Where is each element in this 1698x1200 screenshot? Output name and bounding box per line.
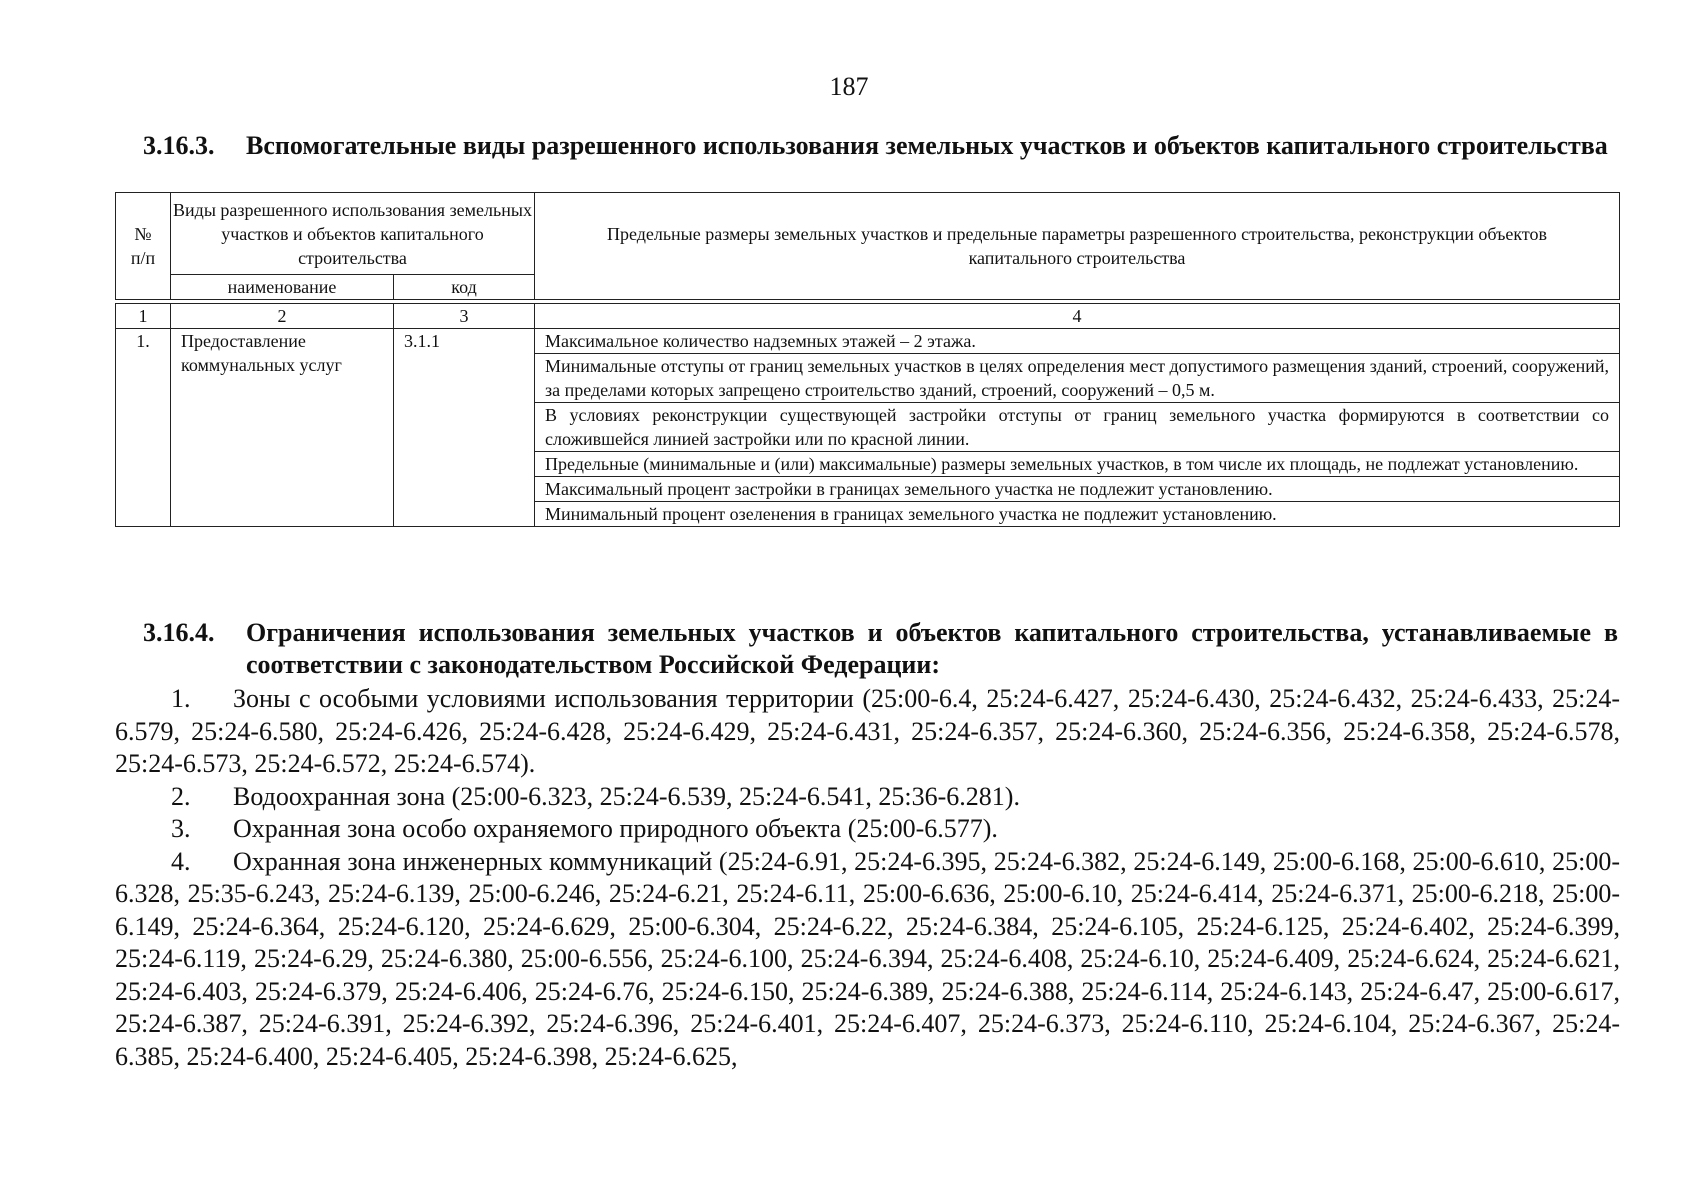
header-code: код xyxy=(394,275,535,300)
param-max-floors: Максимальное количество надземных этажей – 2 этажа. xyxy=(535,329,1620,354)
item-text: Зоны с особыми условиями использования территории (25:00-6.4, 25:24-6.427, 25:24-6.430, 25:24-6.432, 25:24-6.433, 25:24-6.579, 25:24-6.580, 25:24-6.426, 25:24-6.428, 25:24-6.429, 25:24-6.431, 25:24-6.357, 25:24-6.360, 25:24-6.356, 25:24-6.358, 25:24-6.578, 25:24-6.573, 25:24-6.572, 25:24-6.574). xyxy=(115,684,1620,778)
section-title: Ограничения использования земельных участков и объектов капитального строительства, устанавливаемые в соответствии с законодательством Российской Федерации: xyxy=(246,618,1618,679)
row-use-name: Предоставление коммунальных услуг xyxy=(171,329,394,527)
row-number: 1. xyxy=(116,329,171,527)
list-item xyxy=(115,781,1620,814)
index-cell: 3 xyxy=(394,304,535,329)
param-min-setbacks: Минимальные отступы от границ земельных участков в целях определения мест допустимого размещения зданий, строений, сооружений, за пределами которых запрещено строительство зданий, строений, сооружений – 0,5 м. xyxy=(535,354,1620,403)
header-limits: Предельные размеры земельных участков и предельные параметры разрешенного строительства, реконструкции объектов капитального строительства xyxy=(535,193,1620,300)
section-heading xyxy=(143,617,1618,681)
item-number: 4. xyxy=(171,846,191,876)
item-text: Охранная зона особо охраняемого природного объекта (25:00-6.577). xyxy=(233,814,998,843)
param-plot-sizes: Предельные (минимальные и (или) максимальные) размеры земельных участков, в том числе их площадь, не подлежат установлению. xyxy=(535,452,1620,477)
section-title: Вспомогательные виды разрешенного использования земельных участков и объектов капитального строительства xyxy=(246,131,1608,160)
regulations-table xyxy=(115,192,1620,527)
item-number: 1. xyxy=(171,684,191,713)
restrictions-list xyxy=(115,683,1620,1073)
section-number: 3.16.3. xyxy=(143,131,215,160)
table-header-row xyxy=(116,193,1620,275)
header-name: наименование xyxy=(171,275,394,300)
header-number: № п/п xyxy=(116,193,171,300)
section-heading xyxy=(143,130,1618,162)
page-number: 187 xyxy=(829,72,869,101)
param-min-green-percent: Минимальный процент озеленения в границах земельного участка не подлежит установлению. xyxy=(535,502,1620,527)
item-text: Водоохранная зона (25:00-6.323, 25:24-6.539, 25:24-6.541, 25:36-6.281). xyxy=(233,781,1020,811)
param-max-build-percent: Максимальный процент застройки в границах земельного участка не подлежит установлению. xyxy=(535,477,1620,502)
index-cell: 1 xyxy=(116,304,171,329)
index-cell: 2 xyxy=(171,304,394,329)
list-item xyxy=(115,813,1620,846)
section-number: 3.16.4. xyxy=(143,618,215,647)
list-item xyxy=(115,683,1620,781)
item-text: Охранная зона инженерных коммуникаций (25:24-6.91, 25:24-6.395, 25:24-6.382, 25:24-6.149, 25:00-6.168, 25:00-6.610, 25:00-6.328, 25:35-6.243, 25:24-6.139, 25:00-6.246, 25:24-6.21, 25:24-6.11, 25:00-6.636, 25:00-6.10, 25:24-6.414, 25:24-6.371, 25:00-6.218, 25:00-6.149, 25:24-6.364, 25:24-6.120, 25:24-6.629, 25:00-6.304, 25:24-6.22, 25:24-6.384, 25:24-6.105, 25:24-6.125, 25:24-6.402, 25:24-6.399, 25:24-6.119, 25:24-6.29, 25:24-6.380, 25:00-6.556, 25:24-6.100, 25:24-6.394, 25:24-6.408, 25:24-6.10, 25:24-6.409, 25:24-6.624, 25:24-6.621, 25:24-6.403, 25:24-6.379, 25:24-6.406, 25:24-6.76, 25:24-6.150, 25:24-6.389, 25:24-6.388, 25:24-6.114, 25:24-6.143, 25:24-6.47, 25:00-6.617, 25:24-6.387, 25:24-6.391, 25:24-6.392, 25:24-6.396, 25:24-6.401, 25:24-6.407, 25:24-6.373, 25:24-6.110, 25:24-6.104, 25:24-6.367, 25:24-6.385, 25:24-6.400, 25:24-6.405, 25:24-6.398, 25:24-6.625, xyxy=(115,846,1620,1071)
table-index-row xyxy=(116,304,1620,329)
header-permitted-types: Виды разрешенного использования земельных участков и объектов капитального строительства xyxy=(171,193,535,275)
item-number: 3. xyxy=(171,814,191,843)
table-row xyxy=(116,329,1620,354)
item-number: 2. xyxy=(171,781,191,811)
list-item xyxy=(115,846,1620,1074)
row-use-code: 3.1.1 xyxy=(394,329,535,527)
index-cell: 4 xyxy=(535,304,1620,329)
param-reconstruction-setbacks: В условиях реконструкции существующей застройки отступы от границ земельного участка формируются в соответствии со сложившейся линией застройки или по красной линии. xyxy=(535,403,1620,452)
